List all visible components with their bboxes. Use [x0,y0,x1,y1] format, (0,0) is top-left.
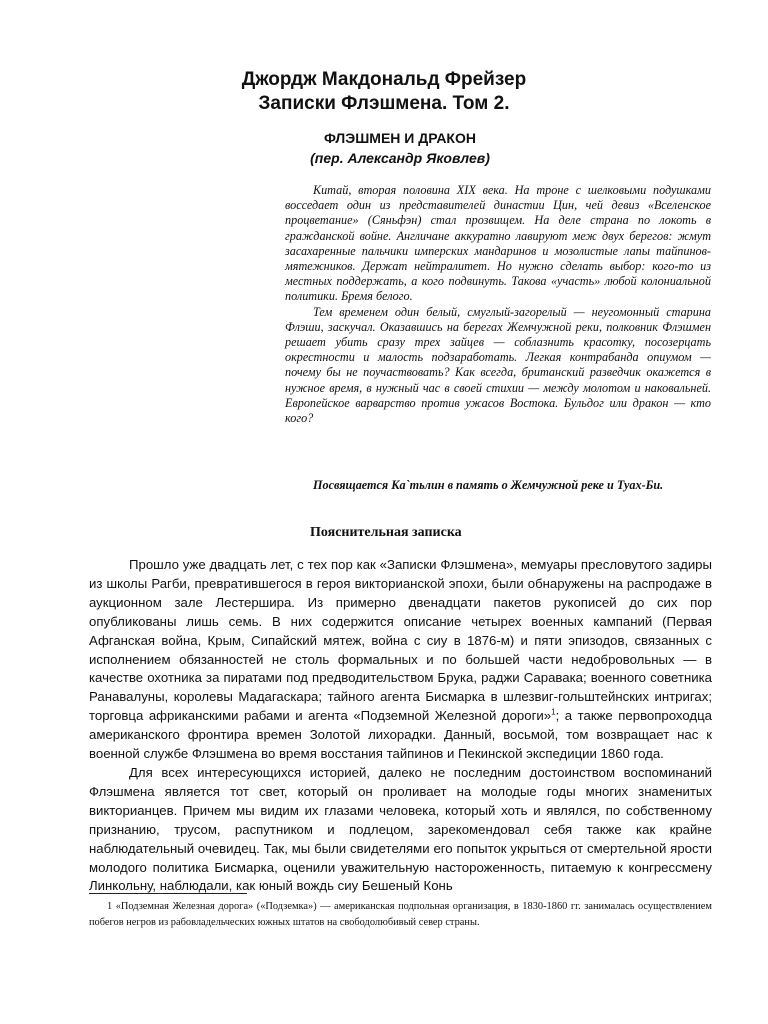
footnote-divider [89,893,247,894]
author-name: Джордж Макдональд Фрейзер [241,69,527,90]
epigraph-paragraph-2: Тем временем один белый, смуглый-загорелый — неугомонный старина Флэши, заскучал. Оказавшись на берегах Жемчужной реки, полковник Флэшмен решает убить сразу трех зайцев — соблазнить красотку, посозерцать окрестности и малость подзаработать. Легкая контрабанда опиумом — почему бы не поучаствовать? Как всегда, британский разведчик окажется в нужное время, в нужный час в своей стихии — между молотом и наковальней. Европейское варварство против ужасов Востока. Бульдог или дракон — кто кого? [285,304,711,426]
body-paragraph-1-text-cont: ; а также первопроходца американского фронтира времен Золотой лихорадки. Данный, восьмой, том возвращает нас к военной службе Флэшмена во время восстания тайпинов и Пекинской экспедиции 1860 года. [89,708,712,762]
section-heading: Пояснительная записка [310,525,462,540]
epigraph-paragraph-1: Китай, вторая половина XIX века. На троне с шелковыми подушками восседает один из представителей династии Цин, чей девиз «Вселенское процветание» (Сяньфэн) стал прозвищем. На деле страна по локоть в гражданской войне. Англичане аккуратно лавируют меж двух берегов: жмут засахаренные пальчики имперских мандаринов и мозолистые лапы тайпинов-мятежников. Держат нейтралитет. Но нужно сделать выбор: кого-то из местных поддержать, а кого подвинуть. Такова «участь» любой колониальной политики. Бремя белого. [285,183,711,304]
body-paragraph-1 [89,556,712,764]
part-title: ФЛЭШМЕН И ДРАКОН [324,130,476,146]
epigraph [285,183,711,426]
footnote-reference[interactable]: 1 [551,707,556,717]
body-paragraph-2: Для всех интересующихся историей, далеко не последним достоинством воспоминаний Флэшмена является тот свет, который он проливает на молодые годы многих знаменитых викторианцев. Причем мы видим их глазами человека, который хоть и являлся, по собственному признанию, трусом, распутником и подлецом, зарекомендовал себя также как крайне наблюдательный очевидец. Так, мы были свидетелями его попыток укрыться от смертельной ярости молодого политика Бисмарка, оценили уважительную настороженность, питаемую к конгрессмену Линкольну, наблюдали, как юный вождь сиу Бешеный Конь [89,764,712,894]
body-text [89,556,712,896]
footnote: 1 «Подземная Железная дорога» («Подземка») — американская подпольная организация, в 1830-1860 гг. занималась осуществлением побегов негров из рабовладельческих южных штатов на свободолюбивый север страны. [89,901,712,928]
book-title: Записки Флэшмена. Том 2. [258,93,510,114]
dedication: Посвящается Ка`тьлин в память о Жемчужной реке и Туах-Би. [313,478,664,492]
translator-credit: (пер. Александр Яковлев) [310,150,490,166]
body-paragraph-1-text: Прошло уже двадцать лет, с тех пор как «Записки Флэшмена», мемуары пресловутого задиры из школы Рагби, превратившегося в героя викторианской эпохи, были обнаружены на распродаже в аукционном зале Лестершира. Из примерно двенадцати пакетов рукописей до сих пор опубликованы лишь семь. В них содержится описание четырех военных кампаний (Первая Афганская война, Крым, Сипайский мятеж, война с сиу в 1876-м) и пяти эпизодов, связанных с исполнением обязанностей не столь формальных и по большей части недобровольных — в качестве охотника за пиратами под предводительством Брука, раджи Саравака; военного советника Ранавалуны, королевы Мадагаскара; тайного агента Бисмарка в шлезвиг-гольштейнских интригах; торговца африканскими рабами и агента «Подземной Железной дороги» [89,557,712,724]
